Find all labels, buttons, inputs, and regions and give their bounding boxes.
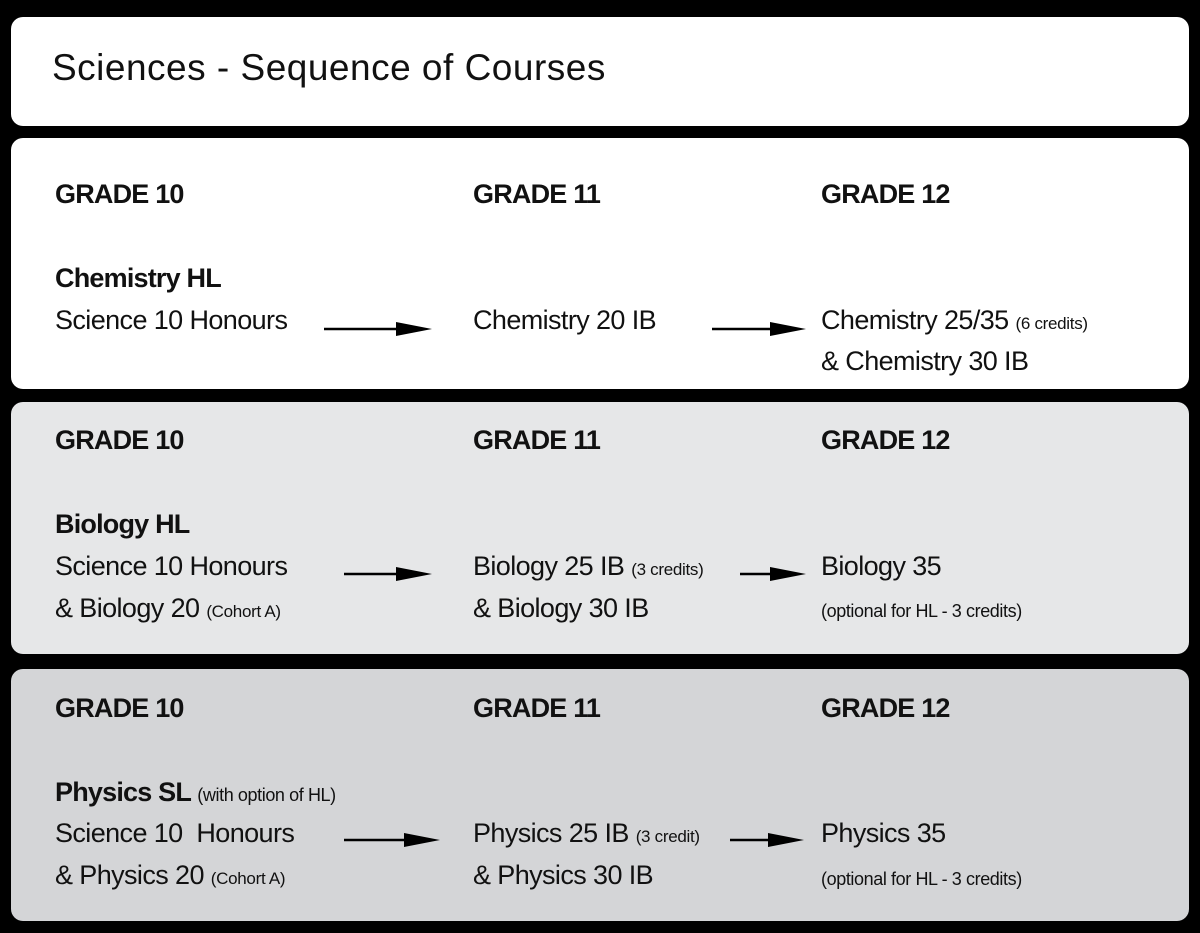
course-name: & Biology 30 IB [473,593,649,623]
grade-10-course [55,551,287,582]
grade-11-course-extra [473,593,649,624]
course-name: Physics 25 IB [473,818,629,848]
arrow-icon [730,832,804,848]
grade-10-course [55,305,287,336]
grade-12-heading: GRADE 12 [821,179,950,209]
grade-10-heading: GRADE 10 [55,693,184,723]
track-title [55,777,336,808]
section-physics [11,669,1189,921]
grade-12-course [821,551,941,582]
grade-12-course [821,818,946,849]
track-title [55,509,190,540]
cohort-note: (Cohort A) [210,869,286,888]
arrow-icon [324,321,432,337]
course-name: Science 10 Honours [55,551,288,581]
grade-11-course [473,551,704,582]
track-title-label: Physics SL [55,777,191,807]
grade-11-heading: GRADE 11 [473,425,601,455]
course-name: & Chemistry 30 IB [821,346,1029,376]
grade-11-course [473,305,656,336]
track-note: (with option of HL) [197,785,336,805]
grade-11-heading: GRADE 11 [473,693,601,723]
credits-note: (3 credit) [635,827,700,846]
page-title: Sciences - Sequence of Courses [52,47,606,88]
track-title [55,263,221,294]
grade-10-course [55,818,294,849]
course-name: Science 10 Honours [55,305,288,335]
grade-10-heading: GRADE 10 [55,425,184,455]
grade-12-course-extra [821,346,1028,377]
track-title-label: Biology HL [55,509,190,539]
course-name: Biology 25 IB [473,551,625,581]
section-biology [11,402,1189,654]
course-name: Science 10 Honours [55,818,295,848]
course-name: & Biology 20 [55,593,200,623]
arrow-icon [740,566,806,582]
arrow-icon [712,321,806,337]
course-name: Chemistry 25/35 [821,305,1009,335]
grade-10-heading: GRADE 10 [55,179,184,209]
grade-11-heading: GRADE 11 [473,179,601,209]
credits-note: (6 credits) [1015,314,1088,333]
arrow-icon [344,566,432,582]
grade-10-course-extra [55,593,281,624]
arrow-icon [344,832,440,848]
credits-note: (3 credits) [631,560,704,579]
course-name: & Physics 30 IB [473,860,654,890]
section-chemistry [11,138,1189,389]
optional-note: (optional for HL - 3 credits) [821,869,1022,889]
course-name: Physics 35 [821,818,946,848]
grade-11-course [473,818,700,849]
optional-note: (optional for HL - 3 credits) [821,601,1022,621]
cohort-note: (Cohort A) [206,602,281,621]
grade-10-course-extra [55,860,285,891]
grade-12-heading: GRADE 12 [821,693,950,723]
grade-12-heading: GRADE 12 [821,425,950,455]
grade-11-course-extra [473,860,653,891]
course-name: & Physics 20 [55,860,204,890]
track-title-label: Chemistry HL [55,263,221,293]
title-panel [11,17,1189,126]
course-name: Biology 35 [821,551,942,581]
course-name: Chemistry 20 IB [473,305,657,335]
grade-12-course [821,305,1088,336]
